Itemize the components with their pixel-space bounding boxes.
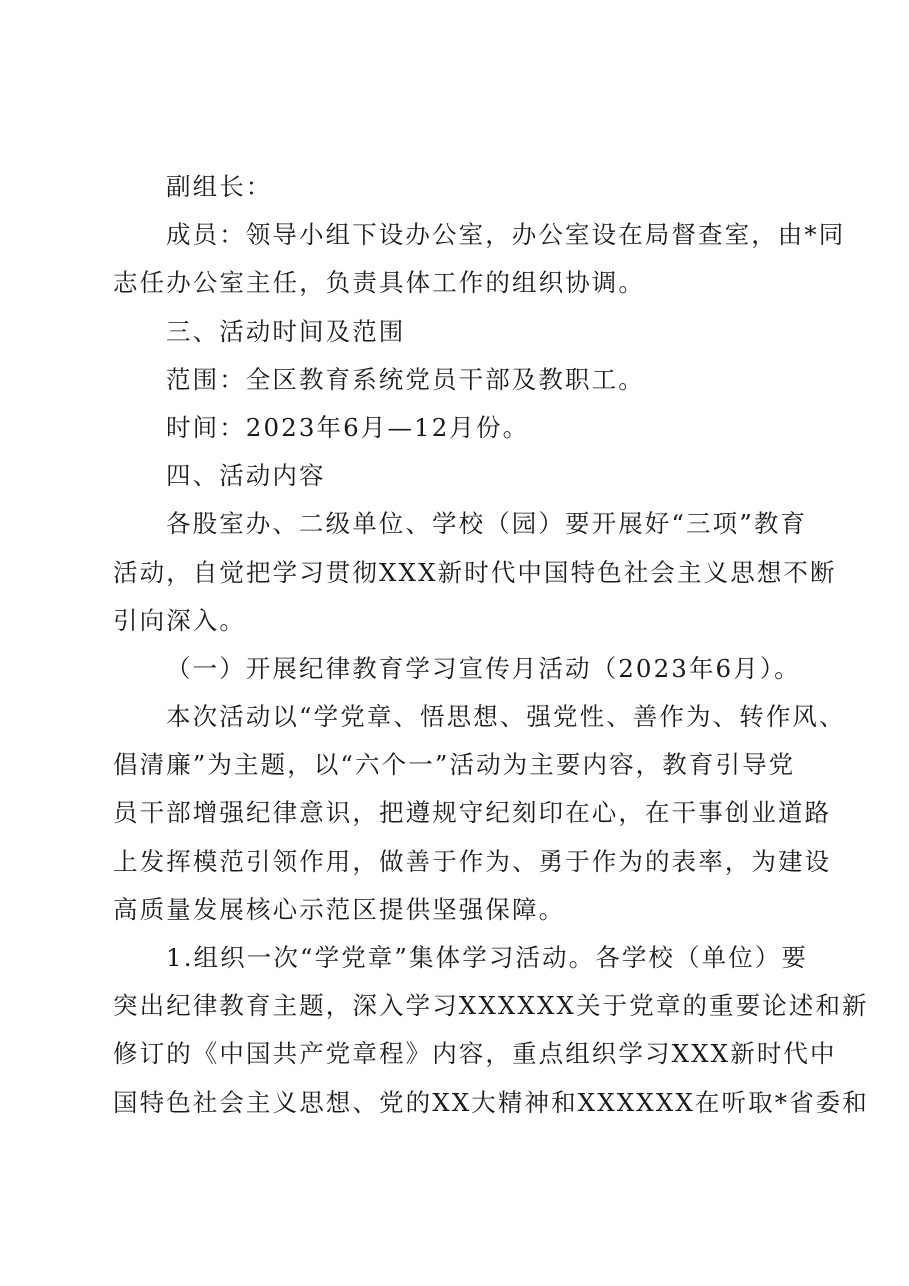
text-line: 突出纪律教育主题，深入学习XXXXXX关于党章的重要论述和新 (113, 991, 869, 1021)
text-line: 各股室办、二级单位、学校（园）要开展好“三项”教育 (166, 509, 808, 539)
text-line: 员干部增强纪律意识，把遵规守纪刻印在心，在干事创业道路 (113, 798, 832, 828)
text-line: 范围：全区教育系统党员干部及教职工。 (166, 364, 645, 394)
text-line: 倡清廉”为主题，以“六个一”活动为主要内容，教育引导党 (113, 750, 796, 780)
text-line: 副组长： (166, 172, 273, 201)
text-line: 国特色社会主义思想、党的XX大精神和XXXXXX在听取*省委和 (113, 1087, 869, 1117)
section-heading: 四、活动内容 (166, 461, 326, 491)
text-line: 引向深入。 (113, 605, 246, 635)
text-line: 成员：领导小组下设办公室，办公室设在局督查室，由*同 (166, 220, 846, 250)
text-line: 上发挥模范引领作用，做善于作为、勇于作为的表率，为建设 (113, 846, 832, 876)
text-line: 活动，自觉把学习贯彻XXX新时代中国特色社会主义思想不断 (113, 557, 837, 587)
text-line: 高质量发展核心示范区提供坚强保障。 (113, 894, 566, 924)
subsection-heading: （一）开展纪律教育学习宣传月活动（2023年6月）。 (166, 653, 801, 683)
document-body (113, 163, 869, 1127)
text-line: 修订的《中国共产党章程》内容，重点组织学习XXX新时代中 (113, 1039, 837, 1069)
text-line: 本次活动以“学党章、悟思想、强党性、善作为、转作风、 (166, 702, 846, 732)
section-heading: 三、活动时间及范围 (166, 316, 406, 346)
text-line: 时间：2023年6月—12月份。 (166, 412, 530, 442)
list-item-heading: 1.组织一次“学党章”集体学习活动。各学校（单位）要 (166, 943, 809, 972)
text-line: 志任办公室主任，负责具体工作的组织协调。 (113, 268, 645, 298)
